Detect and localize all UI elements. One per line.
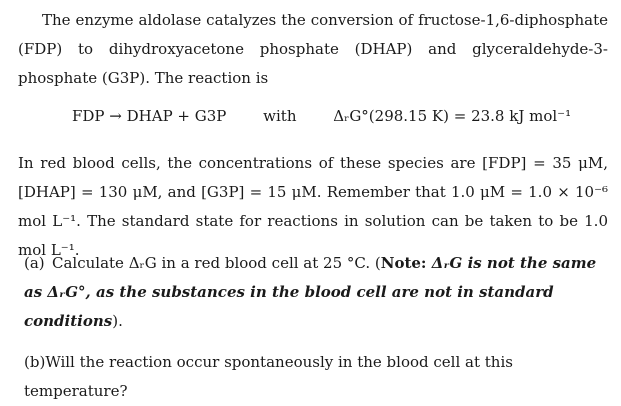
conditions-paragraph <box>18 149 608 265</box>
reaction-formula: FDP → DHAP + G3P <box>72 107 227 125</box>
question-a-label: (a) <box>24 254 45 272</box>
reaction-equation <box>72 104 612 128</box>
question-a <box>24 249 608 336</box>
question-a-close: ). <box>112 312 123 330</box>
question-b-text: Will the reaction occur spontaneously in the blood cell at this temperature? <box>24 353 513 400</box>
question-a-note-text: ΔᵣG is not the same as ΔᵣG°, as the substances in the blood cell are not in standard conditions <box>24 254 597 330</box>
question-b-label: (b) <box>24 353 46 371</box>
question-b <box>24 348 608 406</box>
intro-paragraph <box>18 6 608 93</box>
question-a-note-label: Note: <box>380 254 427 272</box>
equation-connector: with <box>263 107 297 125</box>
question-a-text: Calculate ΔᵣG in a red blood cell at 25 °C. ( <box>52 254 381 272</box>
intro-text: The enzyme aldolase catalyzes the conversion of fructose-1,6-diphosphate (FDP) to dihydroxyacetone phosphate (DHAP) and glyceraldehyde-3-phosphate (G3P). The reaction is <box>18 11 608 87</box>
standard-gibbs-energy: ΔᵣG°(298.15 K) = 23.8 kJ mol⁻¹ <box>333 107 572 125</box>
conditions-text: In red blood cells, the concentrations of these species are [FDP] = 35 μM, [DHAP] = 130 μM, and [G3P] = 15 μM. Remember that 1.0 μM = 1.0 × 10⁻⁶ mol L⁻¹. The standard state for reactions in solution can be taken to be 1.0 mol L⁻¹. <box>18 154 608 259</box>
